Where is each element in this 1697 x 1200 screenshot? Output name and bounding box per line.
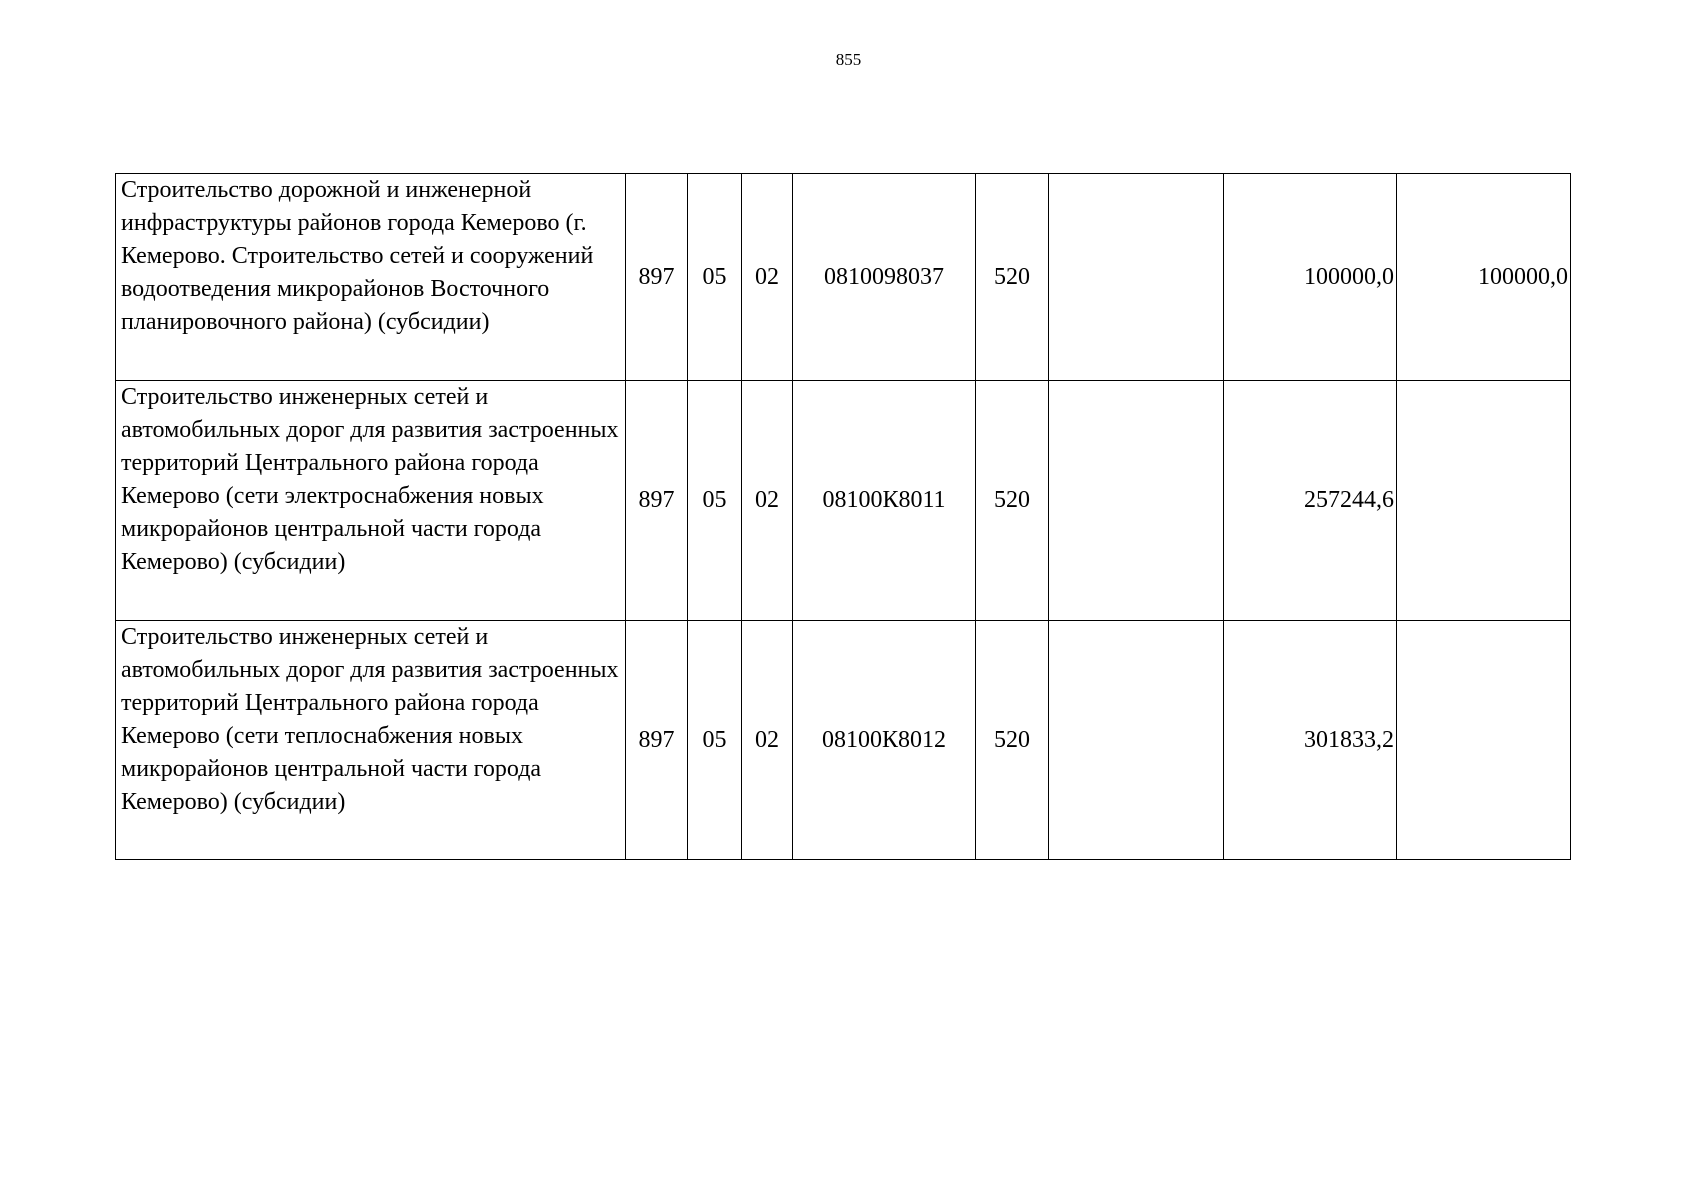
expense-name-cell: Строительство дорожной и инженерной инфраструктуры районов города Кемерово (г. Кемерово. Строительство сетей и сооружений водоотведения микрорайонов Восточного планировочного района) (субсидии) [116,174,626,381]
amount-cell-2: 257244,6 [1224,381,1397,621]
ministry-code-cell: 897 [626,381,688,621]
target-article-cell: 08100К8012 [793,621,976,860]
table-row [116,174,1571,381]
section-code-cell: 05 [688,621,742,860]
ministry-code-cell: 897 [626,174,688,381]
subsection-code-cell: 02 [742,381,793,621]
amount-cell-1 [1049,381,1224,621]
amount-cell-1 [1049,621,1224,860]
subsection-code-cell: 02 [742,174,793,381]
amount-cell-3: 100000,0 [1397,174,1571,381]
amount-cell-3 [1397,621,1571,860]
section-code-cell: 05 [688,381,742,621]
amount-cell-2: 100000,0 [1224,174,1397,381]
page-number: 855 [835,50,862,69]
table-row [116,621,1571,860]
expense-type-cell: 520 [976,381,1049,621]
amount-cell-2: 301833,2 [1224,621,1397,860]
section-code-cell: 05 [688,174,742,381]
target-article-cell: 08100К8011 [793,381,976,621]
expense-name-cell: Строительство инженерных сетей и автомобильных дорог для развития застроенных территорий Центрального района города Кемерово (сети теплоснабжения новых микрорайонов центральной части города Кемерово) (субсидии) [116,621,626,860]
amount-cell-3 [1397,381,1571,621]
subsection-code-cell: 02 [742,621,793,860]
target-article-cell: 0810098037 [793,174,976,381]
expense-name-cell: Строительство инженерных сетей и автомобильных дорог для развития застроенных территорий Центрального района города Кемерово (сети электроснабжения новых микрорайонов центральной части города Кемерово) (субсидии) [116,381,626,621]
table-row [116,381,1571,621]
ministry-code-cell: 897 [626,621,688,860]
expense-type-cell: 520 [976,174,1049,381]
expense-type-cell: 520 [976,621,1049,860]
budget-table [115,173,1571,860]
amount-cell-1 [1049,174,1224,381]
